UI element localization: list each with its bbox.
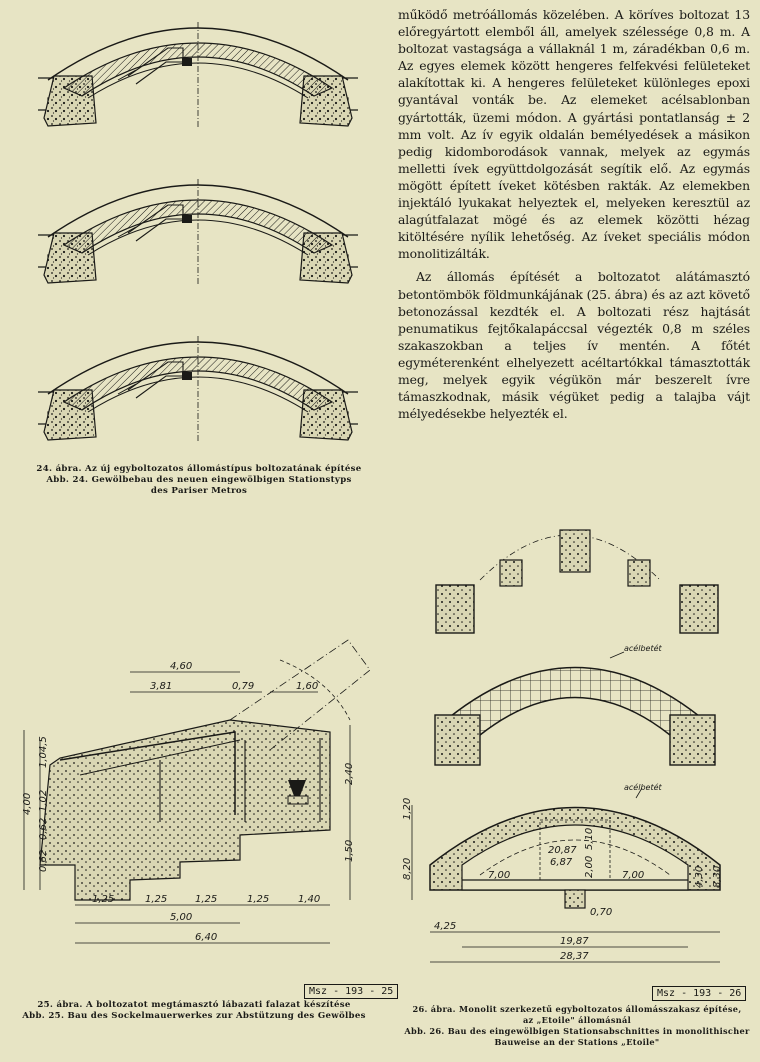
dim-5-10: 5,10 — [584, 827, 595, 850]
dim-5-00: 5,00 — [170, 912, 193, 923]
dim-2-40: 2,40 — [344, 762, 355, 785]
dim-2-00: 2,00 — [584, 855, 595, 878]
figure-26-caption — [398, 1004, 756, 1048]
dim-1-02: 1,02 — [38, 789, 49, 812]
dim-1-04-5: 1,04,5 — [38, 736, 49, 768]
dim-8-30: 8,30 — [712, 865, 723, 888]
dim-1-25-c: 1,25 — [195, 894, 218, 905]
figure-24-caption-de-2: des Pariser Metros — [150, 486, 248, 496]
figure-26-svg — [400, 520, 755, 980]
dim-20-87: 20,87 — [548, 845, 577, 856]
dim-28-37: 28,37 — [560, 951, 589, 962]
body-paragraph-2: Az állomás építését a boltozatot alátámasztó betontömbök földmunkájának (25. ábra) és az azt követő betonozással kezdték el. A boltozati rész hajtását penumatikus fejtőkalapáccsal végezték 0,8 m széles szakaszokban a teljes ív mentén. A főtét egyméterenként elhelyezett acéltartókkal támasztották meg, melyek egyik végükön már beszerelt ívre támaszkodnak, másik végüket pedig a talajba vájt mélyedésekbe helyezték el. — [398, 269, 750, 422]
dim-1-60: 1,60 — [296, 681, 319, 692]
figure-26-caption-de-1: Abb. 26. Bau des eingewölbigen Stationsabschnittes in monolithischer — [404, 1026, 750, 1036]
dim-1-25-d: 1,25 — [247, 894, 270, 905]
body-text — [398, 6, 750, 428]
stage-2-drawing — [38, 179, 358, 285]
label-acelbetet-1: acélbetét — [624, 644, 662, 653]
dim-4-25: 4,25 — [434, 921, 457, 932]
dim-4-60: 4,60 — [170, 661, 193, 672]
dim-0-70: 0,70 — [590, 907, 613, 918]
figure-24-caption-hu: 24. ábra. Az új egyboltozatos állomástípus boltozatának építése — [36, 464, 362, 474]
figure-25-caption-de: Abb. 25. Bau des Sockelmauerwerkes zur Abstützung des Gewölbes — [22, 1011, 366, 1021]
dim-1-20: 1,20 — [402, 797, 413, 820]
dim-19-87: 19,87 — [560, 936, 589, 947]
stage-3-drawing — [38, 336, 358, 442]
dim-1-25-a: 1,25 — [92, 894, 115, 905]
dim-6-87: 6,87 — [550, 857, 573, 868]
dim-3-81: 3,81 — [150, 681, 173, 692]
figure-25-drawing — [0, 600, 390, 995]
figure-25-caption — [14, 1000, 374, 1022]
figure-26-code: Msz - 193 - 26 — [652, 986, 746, 1001]
dim-0-79: 0,79 — [232, 681, 255, 692]
body-paragraph-1: működő metróállomás közelében. A köríves boltozat 13 előregyártott elemből áll, amelyek szélessége 0,8 m. A boltozat vastagsága a vállaknál 1 m, záradékban 0,6 m. Az egyes elemek között hengeres felfekvési felületeket alakítottak ki. A hengeres felületeket különleges epoxi gyantával vonták be. Az elemeket acélsablonban gyártották, üzemi módon. A gyártási pontatlanság ± 2 mm volt. Az ív egyik oldalán bemélyedések a másikon pedig kidomborodások vannak, melyek az egymás melletti ívek együttdolgozását segítik elő. Az egymás mögött épített íveket kötésben rakták. Az elemekben injektáló lyukakat helyeztek el, melyeken keresztül az alagútfalazat mögé és az elemek közötti hézag kitöltésére nyílik lehetőség. Az íveket speciális módon monolitizálták. — [398, 7, 750, 262]
label-acelbetet-2: acélbetét — [624, 783, 662, 792]
figure-26-caption-hu-1: 26. ábra. Monolit szerkezetű egyboltozatos állomásszakasz építése, — [412, 1004, 742, 1014]
stage-1-drawing — [38, 22, 358, 128]
dim-8-20: 8,20 — [402, 857, 413, 880]
figure-24-drawing — [18, 0, 383, 460]
figure-25-svg — [0, 600, 390, 995]
dim-0-62: 0,62 — [38, 817, 49, 840]
figure-26-caption-hu-2: az „Etoile" állomásnál — [522, 1015, 632, 1025]
dim-6-40: 6,40 — [195, 932, 218, 943]
figure-25-caption-hu: 25. ábra. A boltozatot megtámasztó lábazati falazat készítése — [37, 1000, 351, 1010]
dim-4-00: 4,00 — [22, 792, 33, 815]
dim-0-62b: 0,62 — [38, 849, 49, 872]
figure-24-caption-de-1: Abb. 24. Gewölbebau des neuen eingewölbigen Stationstyps — [46, 475, 352, 485]
figure-26-caption-de-2: Bauweise an der Stations „Etoile" — [494, 1037, 660, 1047]
dim-1-50: 1,50 — [344, 839, 355, 862]
dim-1-25-b: 1,25 — [145, 894, 168, 905]
dim-4-30: 4,30 — [694, 865, 705, 888]
dim-1-40: 1,40 — [298, 894, 321, 905]
dim-7-00-b: 7,00 — [622, 870, 645, 881]
figure-24-caption — [20, 464, 378, 497]
figure-26-drawing — [400, 520, 755, 980]
dim-7-00-a: 7,00 — [488, 870, 511, 881]
figure-25-code: Msz - 193 - 25 — [304, 984, 398, 999]
figure-24-svg — [18, 0, 383, 460]
